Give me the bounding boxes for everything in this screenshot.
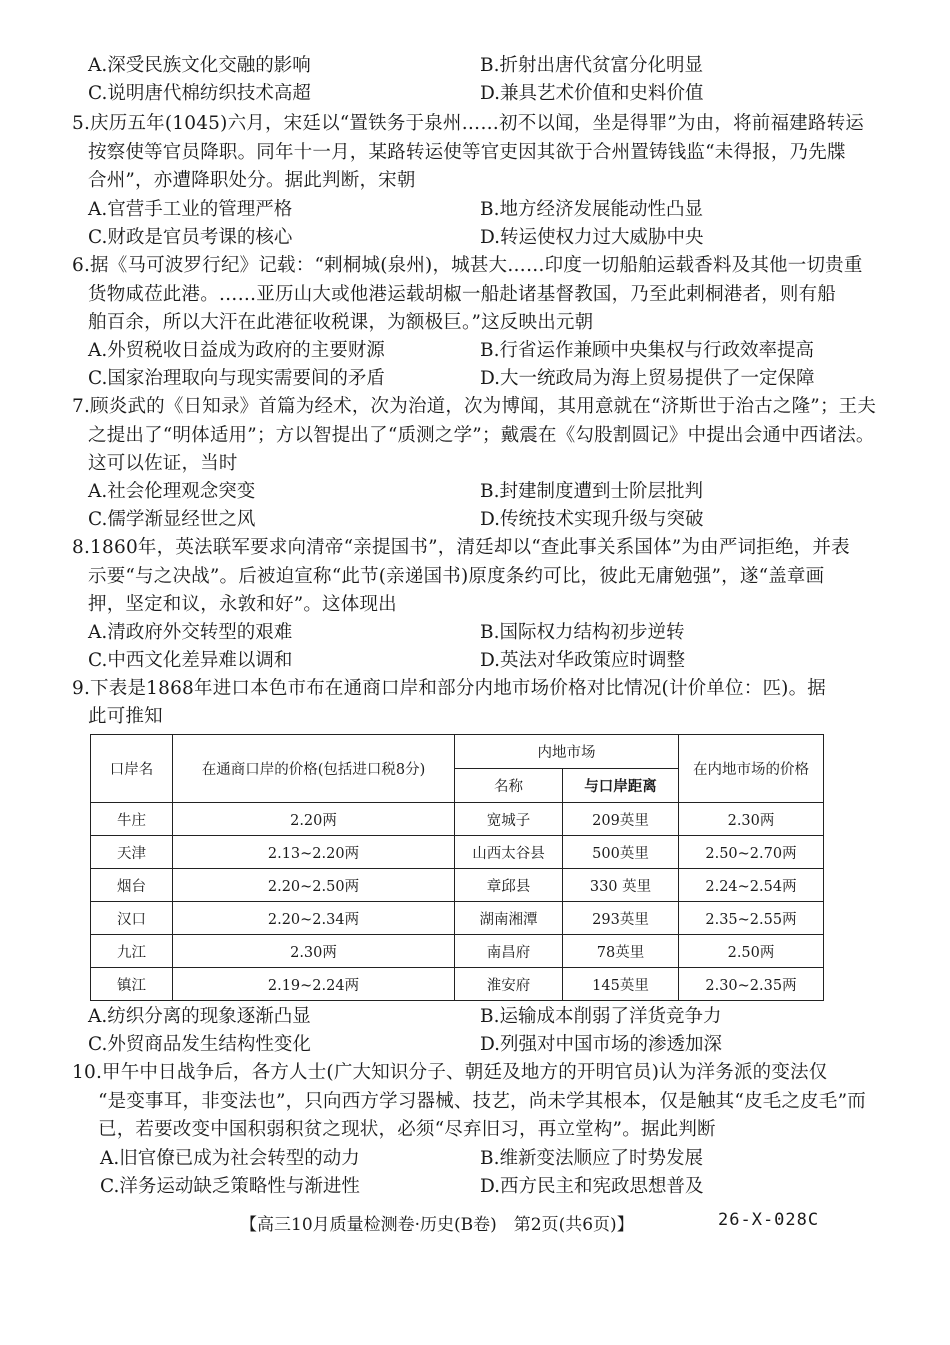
q5-stem-line-2: 按察使等官员降职。同年十一月，某路转运使等官吏因其欲于合州置铸钱监“未得报，乃先牒 [88, 142, 846, 163]
q7-stem-line-2: 之提出了“明体适用”；方以智提出了“质测之学”；戴震在《勾股割圆记》中提出会通中西诸法。 [88, 425, 875, 446]
q6-stem-line-3: 舶百余，所以大汗在此港征收税课，为额极巨。”这反映出元朝 [88, 312, 594, 333]
table-cell: 2.19~2.24两 [173, 968, 455, 1001]
table-cell: 章邱县 [455, 869, 563, 902]
table-header-port-price: 在通商口岸的价格(包括进口税8分) [173, 735, 455, 803]
q9-stem-line-2: 此可推知 [88, 706, 163, 727]
q6-stem-line-2: 货物咸莅此港。……亚历山大或他港运载胡椒一船赴诸基督教国，乃至此剌桐港者，则有船 [88, 284, 837, 305]
table-cell: 145英里 [563, 968, 679, 1001]
table-header-name: 名称 [455, 769, 563, 803]
table-header-distance: 与口岸距离 [563, 769, 679, 803]
table-header-inland: 内地市场 [455, 735, 679, 769]
table-cell: 烟台 [91, 869, 173, 902]
q8-stem-line-2: 示要“与之决战”。后被迫宣称“此节(亲递国书)原度条约可比，彼此无庸勉强”，遂“盖章画 [88, 566, 825, 587]
q7-option-a: A.社会伦理观念突变 [88, 481, 256, 502]
q4-option-b: B.折射出唐代贫富分化明显 [480, 55, 703, 76]
table-cell: 九江 [91, 935, 173, 968]
table-cell: 2.35~2.55两 [679, 902, 824, 935]
q6-option-a: A.外贸税收日益成为政府的主要财源 [88, 340, 385, 361]
q5-option-a: A.官营手工业的管理严格 [88, 199, 293, 220]
table-cell: 2.13~2.20两 [173, 836, 455, 869]
q6-option-d: D.大一统政局为海上贸易提供了一定保障 [480, 368, 815, 389]
q9-option-b: B.运输成本削弱了洋货竞争力 [480, 1006, 722, 1027]
table-cell: 天津 [91, 836, 173, 869]
q8-option-c: C.中西文化差异难以调和 [88, 650, 293, 671]
q4-option-c: C.说明唐代棉纺织技术高超 [88, 83, 311, 104]
table-header-port: 口岸名 [91, 735, 173, 803]
q8-option-b: B.国际权力结构初步逆转 [480, 622, 685, 643]
q5-stem-line-3: 合州”，亦遭降职处分。据此判断，宋朝 [88, 170, 416, 191]
table-cell: 330 英里 [563, 869, 679, 902]
q10-option-d: D.西方民主和宪政思想普及 [480, 1176, 704, 1197]
q9-stem-line-1: 9.下表是1868年进口本色市布在通商口岸和部分内地市场价格对比情况(计价单位：匹)。据 [72, 678, 826, 699]
page-footer-title: 【高三10月质量检测卷·历史(B卷) 第2页(共6页)】 [240, 1215, 634, 1235]
q6-option-c: C.国家治理取向与现实需要间的矛盾 [88, 368, 385, 389]
table-cell: 2.24~2.54两 [679, 869, 824, 902]
q5-option-c: C.财政是官员考课的核心 [88, 227, 293, 248]
q7-option-d: D.传统技术实现升级与突破 [480, 509, 704, 530]
table-cell: 2.30~2.35两 [679, 968, 824, 1001]
q10-stem-line-3: 已，若要改变中国积弱积贫之现状，必须“尽弃旧习，再立堂构”。据此判断 [98, 1119, 716, 1140]
table-cell: 牛庄 [91, 803, 173, 836]
table-row [91, 935, 824, 968]
table-cell: 500英里 [563, 836, 679, 869]
q5-option-b: B.地方经济发展能动性凸显 [480, 199, 703, 220]
table-cell: 2.30两 [679, 803, 824, 836]
q9-option-d: D.列强对中国市场的渗透加深 [480, 1034, 723, 1055]
q9-option-a: A.纺织分离的现象逐渐凸显 [88, 1006, 311, 1027]
q9-option-c: C.外贸商品发生结构性变化 [88, 1034, 311, 1055]
table-cell: 汉口 [91, 902, 173, 935]
table-row [91, 836, 824, 869]
table-cell: 湖南湘潭 [455, 902, 563, 935]
q10-stem-line-1: 10.甲午中日战争后，各方人士(广大知识分子、朝廷及地方的开明官员)认为洋务派的变法仅 [72, 1062, 828, 1083]
q5-option-d: D.转运使权力过大威胁中央 [480, 227, 704, 248]
q4-option-d: D.兼具艺术价值和史料价值 [480, 83, 704, 104]
table-cell: 2.30两 [173, 935, 455, 968]
table-row [91, 869, 824, 902]
table-cell: 2.20两 [173, 803, 455, 836]
table-cell: 78英里 [563, 935, 679, 968]
table-cell: 2.20~2.34两 [173, 902, 455, 935]
q8-stem-line-1: 8.1860年，英法联军要求向清帝“亲提国书”，清廷却以“查此事关系国体”为由严词拒绝，并表 [72, 537, 850, 558]
table-cell: 293英里 [563, 902, 679, 935]
q7-option-c: C.儒学渐显经世之风 [88, 509, 256, 530]
table-cell: 山西太谷县 [455, 836, 563, 869]
q5-stem-line-1: 5.庆历五年(1045)六月，宋廷以“置铁务于泉州……初不以闻，坐是得罪”为由，将前福建路转运 [72, 113, 864, 134]
q7-stem-line-3: 这可以佐证，当时 [88, 453, 238, 474]
table-cell: 南昌府 [455, 935, 563, 968]
q6-option-b: B.行省运作兼顾中央集权与行政效率提高 [480, 340, 814, 361]
table-cell: 2.50~2.70两 [679, 836, 824, 869]
exam-code: 26-X-028C [718, 1210, 820, 1230]
q8-stem-line-3: 押，坚定和议，永敦和好”。这体现出 [88, 594, 397, 615]
q8-option-a: A.清政府外交转型的艰难 [88, 622, 293, 643]
table-cell: 镇江 [91, 968, 173, 1001]
q10-option-a: A.旧官僚已成为社会转型的动力 [100, 1148, 360, 1169]
table-row [91, 803, 824, 836]
q4-option-a: A.深受民族文化交融的影响 [88, 55, 311, 76]
q7-option-b: B.封建制度遭到士阶层批判 [480, 481, 703, 502]
price-comparison-table [90, 734, 824, 1001]
table-row [91, 902, 824, 935]
q10-option-b: B.维新变法顺应了时势发展 [480, 1148, 703, 1169]
q10-option-c: C.洋务运动缺乏策略性与渐进性 [100, 1176, 360, 1197]
q8-option-d: D.英法对华政策应时调整 [480, 650, 686, 671]
table-cell: 2.20~2.50两 [173, 869, 455, 902]
q10-stem-line-2: “是变事耳，非变法也”，只向西方学习器械、技艺，尚未学其根本，仅是触其“皮毛之皮毛”而 [98, 1091, 866, 1112]
table-cell: 2.50两 [679, 935, 824, 968]
q7-stem-line-1: 7.顾炎武的《日知录》首篇为经术，次为治道，次为博闻，其用意就在“济斯世于治古之隆”；王夫 [72, 396, 877, 417]
table-row [91, 968, 824, 1001]
q6-stem-line-1: 6.据《马可波罗行纪》记载：“剌桐城(泉州)，城甚大……印度一切船舶运载香料及其他一切贵重 [72, 255, 863, 276]
table-header-inland-price: 在内地市场的价格 [679, 735, 824, 803]
table-cell: 淮安府 [455, 968, 563, 1001]
table-cell: 209英里 [563, 803, 679, 836]
table-cell: 宽城子 [455, 803, 563, 836]
